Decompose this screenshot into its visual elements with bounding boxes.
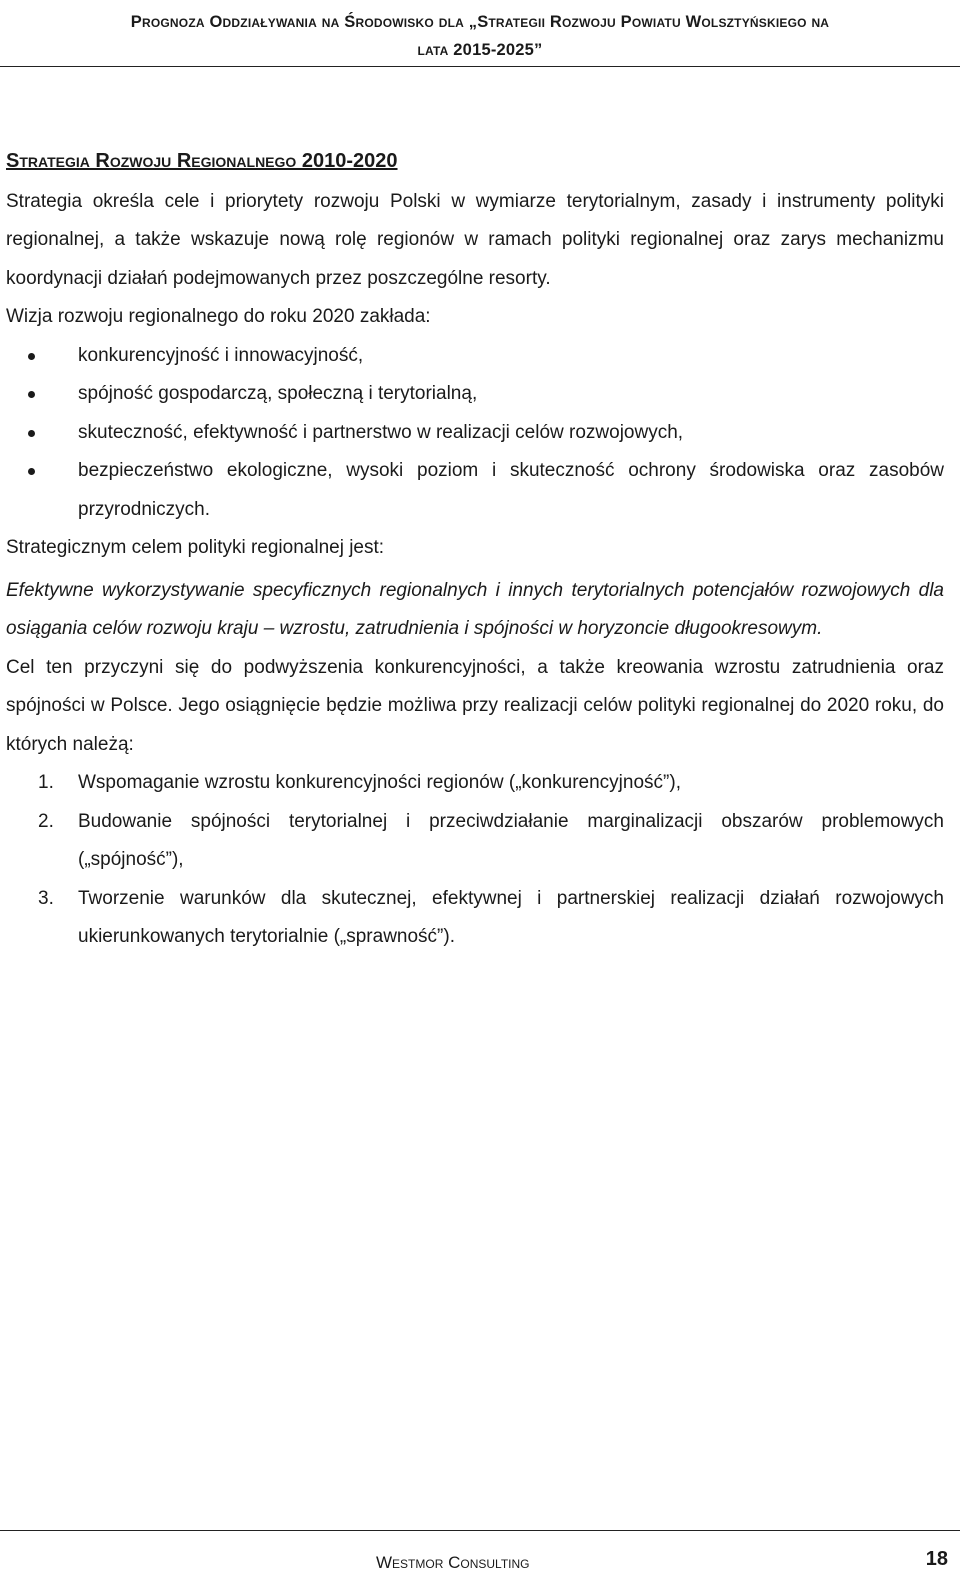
goal-quote: Efektywne wykorzystywanie specyficznych regionalnych i innych terytorialnych potencjałów rozwojowych dla osiągania celów rozwoju kraju – wzrostu, zatrudnienia i spójności w horyzoncie długookresowym. <box>6 579 944 639</box>
page-number: 18 <box>925 1548 948 1570</box>
main-content <box>6 142 944 957</box>
vision-lead: Wizja rozwoju regionalnego do roku 2020 zakłada: <box>6 306 431 327</box>
objective-number: 3. <box>38 887 54 909</box>
list-item: bezpieczeństwo ekologiczne, wysoki poziom i skuteczność ochrony środowiska oraz zasobów przyrodniczych. <box>6 452 944 529</box>
footer-company: Westmor Consulting <box>376 1553 530 1572</box>
intro-paragraph: Strategia określa cele i priorytety rozwoju Polski w wymiarze terytorialnym, zasady i instrumenty polityki regionalnej, a także wskazuje nową rolę regionów w ramach polityki regionalnej oraz zarys mechanizmu koordynacji działań podejmowanych przez poszczególne resorty. <box>6 190 944 289</box>
list-item: konkurencyjność i innowacyjność, <box>6 337 944 376</box>
list-item: skuteczność, efektywność i partnerstwo w realizacji celów rozwojowych, <box>6 414 944 453</box>
goal-paragraph: Cel ten przyczyni się do podwyższenia konkurencyjności, a także kreowania wzrostu zatrudnienia oraz spójności w Polsce. Jego osiągnięcie będzie możliwa przy realizacji celów polityki regionalnej do 2020 roku, do których należą: <box>6 656 944 755</box>
running-header-line-2: lata 2015-2025” <box>417 41 543 59</box>
footer-divider <box>0 1530 960 1531</box>
objective-item <box>6 880 944 957</box>
objective-text: Tworzenie warunków dla skutecznej, efektywnej i partnerskiej realizacji działań rozwojowych ukierunkowanych terytorialnie („sprawność”). <box>78 887 944 947</box>
goal-lead: Strategicznym celem polityki regionalnej jest: <box>6 537 385 558</box>
running-header <box>10 8 950 64</box>
section-title: Strategia Rozwoju Regionalnego 2010-2020 <box>6 150 398 172</box>
objective-item <box>6 803 944 880</box>
objective-text: Budowanie spójności terytorialnej i przeciwdziałanie marginalizacji obszarów problemowych („spójność”), <box>78 810 944 870</box>
objective-number: 2. <box>38 810 54 832</box>
objective-item <box>6 764 944 803</box>
objectives-list <box>6 764 944 957</box>
header-divider <box>0 66 960 67</box>
objective-text: Wspomaganie wzrostu konkurencyjności regionów („konkurencyjność”), <box>78 772 681 793</box>
vision-list <box>6 337 944 530</box>
list-item: spójność gospodarczą, społeczną i terytorialną, <box>6 375 944 414</box>
objective-number: 1. <box>38 772 54 793</box>
running-header-line-1: Prognoza Oddziaływania na Środowisko dla „Strategii Rozwoju Powiatu Wolsztyńskiego na <box>130 13 830 31</box>
